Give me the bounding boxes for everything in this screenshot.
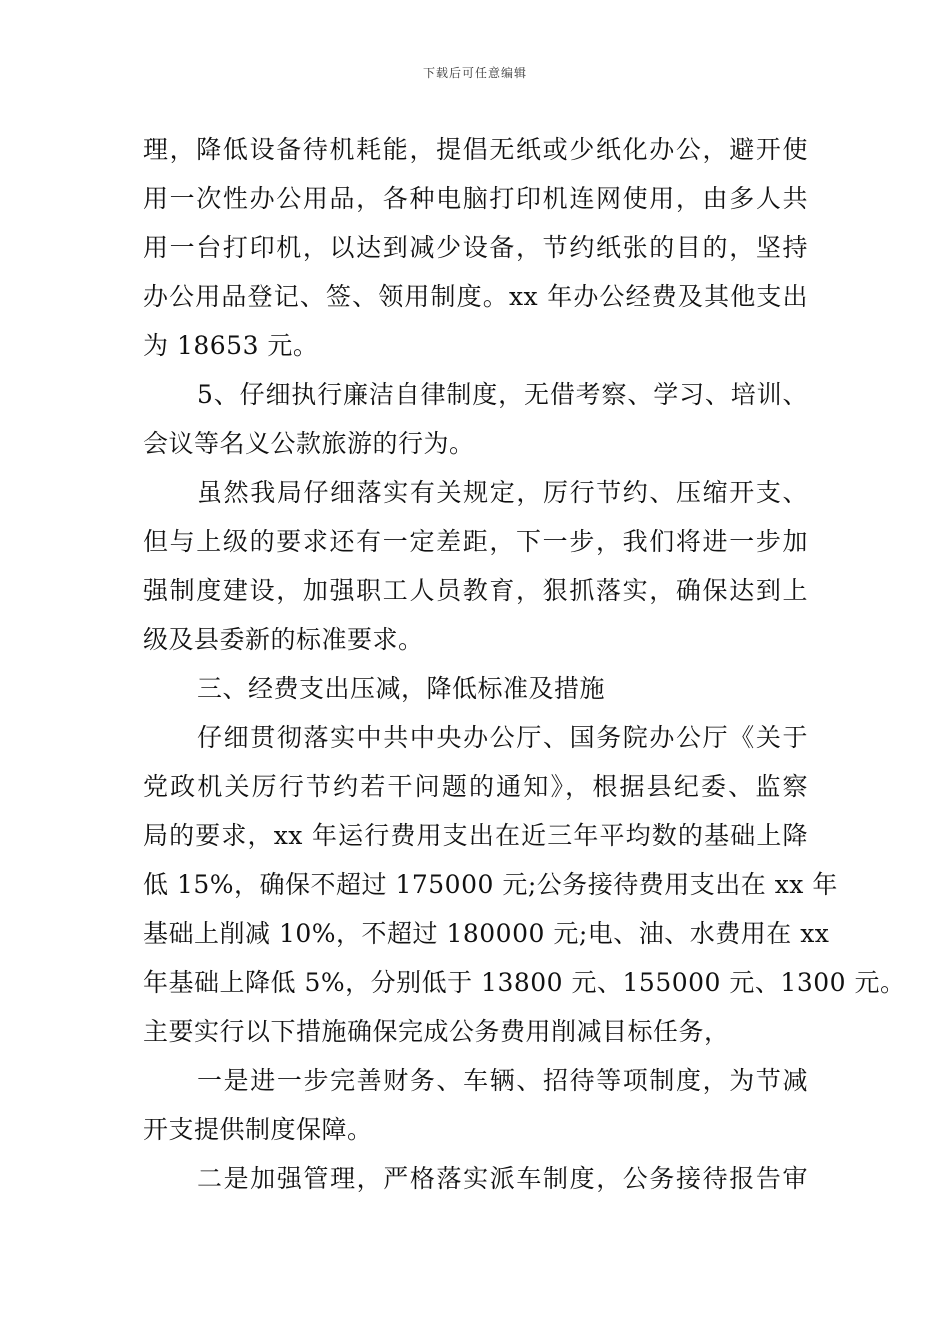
text-line: 主要实行以下措施确保完成公务费用削减目标任务， — [143, 1017, 730, 1046]
text-line: 三、经费支出压减，降低标准及措施 — [197, 674, 606, 703]
text-line: 会议等名义公款旅游的行为。 — [143, 429, 475, 458]
text-line: 虽然我局仔细落实有关规定，厉行节约、压缩开支、 — [197, 478, 808, 507]
text-line: 二是加强管理，严格落实派车制度，公务接待报告审 — [197, 1164, 808, 1193]
text-line: 仔细贯彻落实中共中央办公厅、国务院办公厅《关于 — [197, 723, 808, 752]
text-line: 办公用品登记、签、领用制度。xx 年办公经费及其他支出 — [143, 282, 808, 311]
text-line: 5、仔细执行廉洁自律制度，无借考察、学习、培训、 — [197, 380, 808, 409]
text-line: 一是进一步完善财务、车辆、招待等项制度，为节减 — [197, 1066, 808, 1095]
page-header: 下载后可任意编辑 — [422, 66, 527, 80]
text-line: 局的要求，xx 年运行费用支出在近三年平均数的基础上降 — [143, 821, 808, 850]
text-line: 党政机关厉行节约若干问题的通知》，根据县纪委、监察 — [143, 772, 808, 801]
text-line: 年基础上降低 5%，分别低于 13800 元、155000 元、1300 元。 — [143, 968, 906, 997]
text-line: 低 15%，确保不超过 175000 元;公务接待费用支出在 xx 年 — [143, 870, 838, 899]
text-line: 用一台打印机，以达到减少设备，节约纸张的目的，坚持 — [143, 233, 808, 262]
text-line: 但与上级的要求还有一定差距，下一步，我们将进一步加 — [143, 527, 808, 556]
text-line: 用一次性办公用品，各种电脑打印机连网使用，由多人共 — [143, 184, 808, 213]
text-line: 开支提供制度保障。 — [143, 1115, 373, 1144]
text-line: 理，降低设备待机耗能，提倡无纸或少纸化办公，避开使 — [143, 135, 808, 164]
text-line: 基础上削减 10%，不超过 180000 元;电、油、水费用在 xx — [143, 919, 830, 948]
document-body — [143, 125, 906, 1203]
text-line: 级及县委新的标准要求。 — [143, 625, 424, 654]
text-line: 为 18653 元。 — [143, 331, 319, 360]
text-line: 强制度建设，加强职工人员教育，狠抓落实，确保达到上 — [143, 576, 808, 605]
